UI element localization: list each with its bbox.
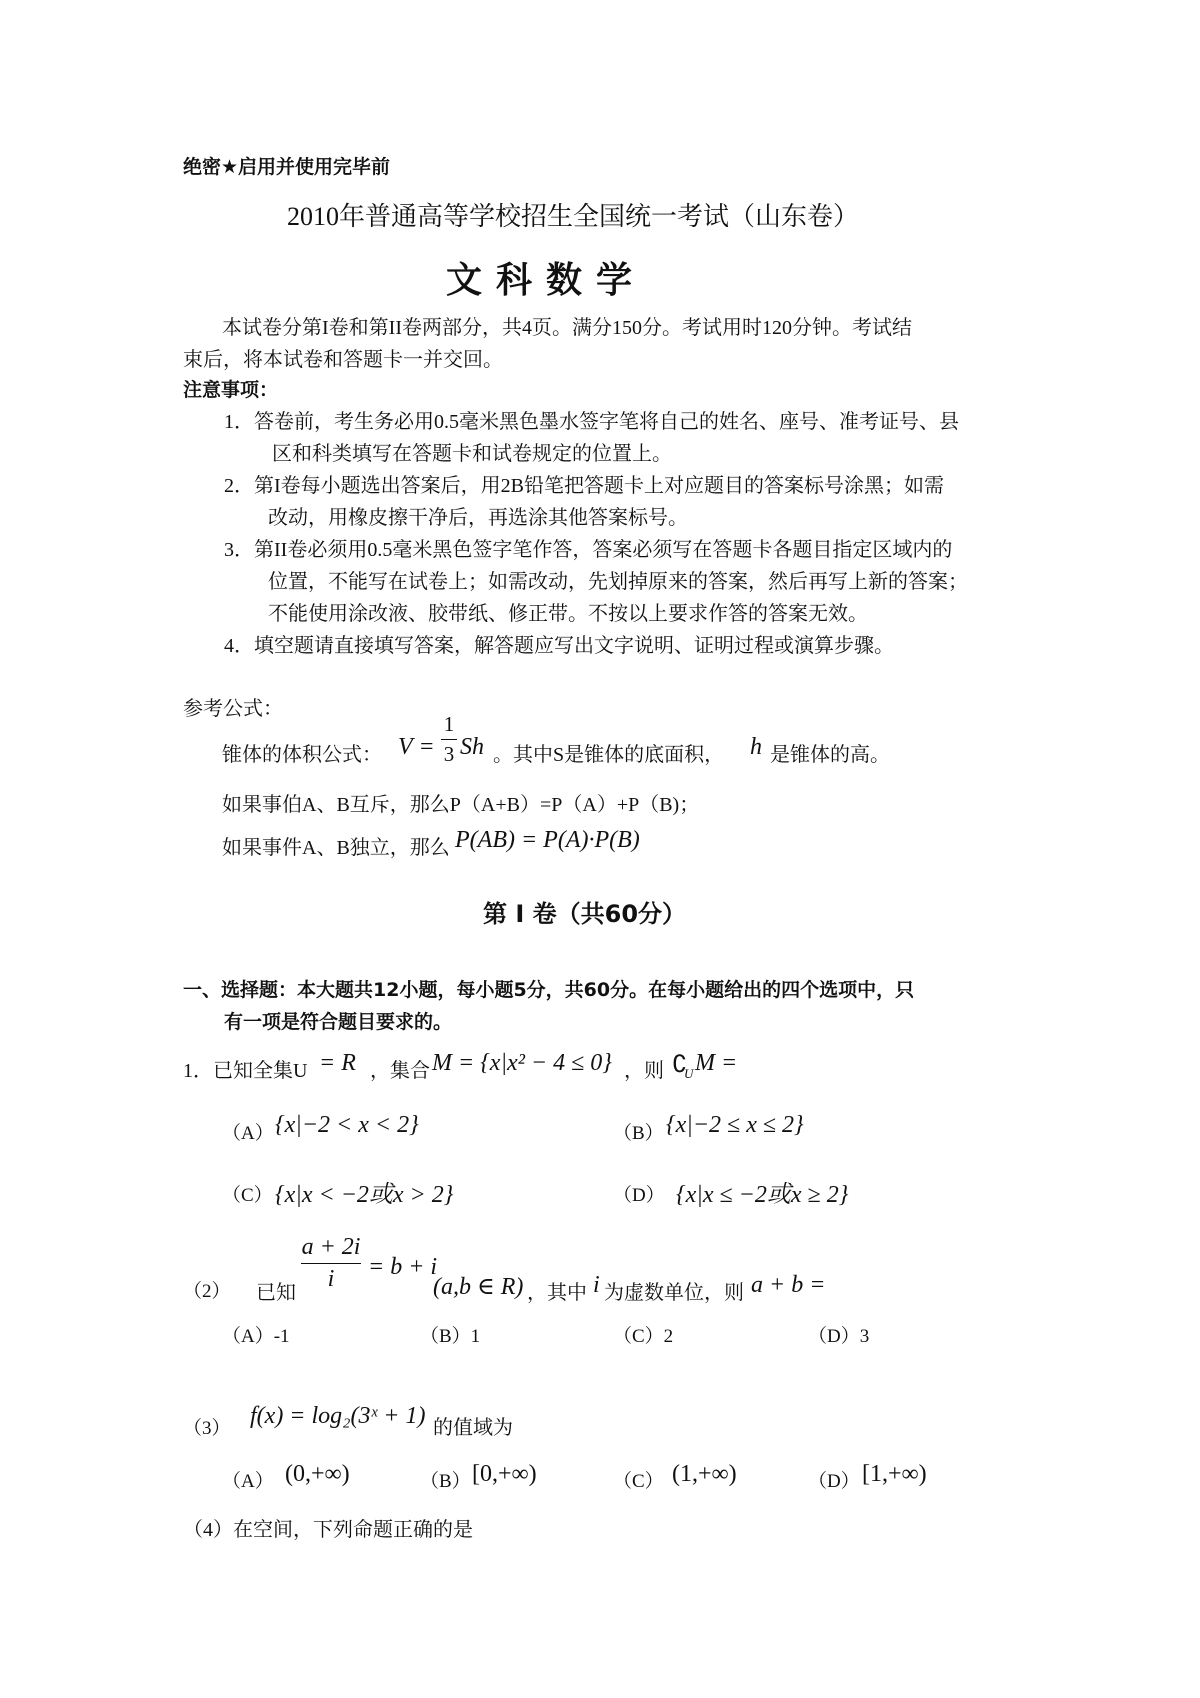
part-heading-line-1: 一、选择题：本大题共12小题，每小题5分，共60分。在每小题给出的四个选项中，只 [183, 979, 915, 1001]
q2-known: 已知 [256, 1282, 296, 1304]
q3-option-B-label: （B） [420, 1471, 471, 1492]
notes-heading: 注意事项： [183, 379, 279, 401]
question-4-stem: （4）在空间，下列命题正确的是 [183, 1519, 473, 1541]
note-1-line-1: 1．答卷前，考生务必用0.5毫米黑色墨水签字笔将自己的姓名、座号、准考证号、县 [224, 411, 959, 433]
q3-option-B: [0,+∞) [472, 1461, 537, 1487]
cone-fraction-numerator: 1 [443, 712, 455, 736]
cone-V: V [398, 734, 413, 760]
intro-line-1: 本试卷分第I卷和第II卷两部分，共4页。满分150分。考试用时120分钟。考试结 [222, 317, 912, 339]
q1-option-A-label: （A） [222, 1123, 274, 1144]
formulas-heading: 参考公式： [183, 698, 283, 720]
cone-prefix: 锥体的体积公式： [222, 744, 382, 766]
q1-option-D: {x|x ≤ −2或x ≥ 2} [676, 1182, 849, 1208]
q1-option-C: {x|x < −2或x > 2} [275, 1182, 454, 1208]
q2-option-D: （D）3 [808, 1326, 870, 1347]
q1-stem-prefix: 1．已知全集U [183, 1060, 308, 1082]
q3-option-D: [1,+∞) [862, 1461, 927, 1487]
subject-title: 文科数学 [446, 260, 647, 301]
q2-fraction-denominator: i [327, 1266, 335, 1292]
exam-title: 2010年普通高等学校招生全国统一考试（山东卷） [287, 202, 860, 231]
independent-prefix: 如果事件A、B独立，那么 [222, 837, 450, 859]
independent-formula: P(AB) = P(A)·P(B) [455, 827, 640, 853]
q3-option-C: (1,+∞) [672, 1461, 737, 1487]
cone-fraction-bar [441, 739, 457, 740]
exclusive-events-formula: 如果事伯A、B互斥，那么P（A+B）=P（A）+P（B)； [222, 794, 700, 816]
section-title: 第 I 卷（共60分） [483, 900, 687, 928]
cone-equals: = [420, 734, 434, 760]
q2-ask: a + b = [751, 1272, 826, 1298]
q3-option-C-label: （C） [613, 1471, 664, 1492]
confidential-label: 绝密★启用并使用完毕前 [183, 156, 391, 178]
cone-Sh: Sh [460, 734, 484, 760]
q2-mid-2: 为虚数单位，则 [604, 1282, 744, 1304]
note-2-line-2: 改动，用橡皮擦干净后，再选涂其他答案标号。 [268, 507, 688, 529]
q3-number: （3） [183, 1418, 231, 1439]
cone-fraction [441, 712, 457, 767]
q3-option-A-label: （A） [222, 1471, 274, 1492]
note-3-line-1: 3．第II卷必须用0.5毫米黑色签字笔作答，答案必须写在答题卡各题目指定区域内的 [224, 539, 953, 561]
q1-universe: = R [319, 1050, 356, 1076]
part-heading-line-2: 有一项是符合题目要求的。 [224, 1011, 453, 1033]
q3-option-A: (0,+∞) [285, 1461, 350, 1487]
cone-h: h [750, 734, 762, 760]
note-1-line-2: 区和科类填写在答题卡和试卷规定的位置上。 [272, 443, 672, 465]
intro-line-2: 束后，将本试卷和答题卡一并交回。 [183, 349, 503, 371]
note-3-line-3: 不能使用涂改液、胶带纸、修正带。不按以上要求作答的答案无效。 [268, 603, 868, 625]
q1-option-A: {x|−2 < x < 2} [275, 1112, 419, 1138]
q1-option-C-label: （C） [222, 1185, 273, 1206]
q1-option-D-label: （D） [613, 1185, 665, 1206]
q2-fraction-numerator: a + 2i [301, 1234, 361, 1260]
q2-number: （2） [183, 1281, 231, 1302]
q2-option-B: （B）1 [420, 1326, 481, 1347]
cone-suffix-1: 。其中S是锥体的底面积， [493, 744, 725, 766]
q1-stem-then: ，则 [624, 1060, 664, 1082]
q2-domain: (a,b ∈ R) [433, 1274, 524, 1300]
q2-option-C: （C）2 [613, 1326, 674, 1347]
complement-symbol: ∁ [672, 1052, 688, 1078]
note-4-line-1: 4．填空题请直接填写答案，解答题应写出文字说明、证明过程或演算步骤。 [224, 635, 894, 657]
q1-option-B-label: （B） [613, 1123, 664, 1144]
q2-imag-unit: i [593, 1272, 600, 1298]
q1-stem-end: M = [695, 1050, 738, 1076]
q1-option-B: {x|−2 ≤ x ≤ 2} [666, 1112, 804, 1138]
cone-fraction-denominator: 3 [443, 742, 455, 766]
note-3-line-2: 位置，不能写在试卷上；如需改动，先划掉原来的答案，然后再写上新的答案； [268, 571, 968, 593]
q2-mid: ，其中 [527, 1282, 587, 1304]
complement-subscript: U [684, 1066, 694, 1081]
q3-formula: f(x) = log₂(3ˣ + 1) [250, 1403, 426, 1429]
q2-option-A: （A）-1 [222, 1326, 290, 1347]
q1-stem-mid: ，集合 [370, 1060, 430, 1082]
q2-fraction-bar [301, 1263, 361, 1264]
cone-suffix-2: 是锥体的高。 [770, 744, 890, 766]
note-2-line-1: 2．第I卷每小题选出答案后，用2B铅笔把答题卡上对应题目的答案标号涂黑；如需 [224, 475, 944, 497]
q3-option-D-label: （D） [808, 1471, 860, 1492]
q2-rhs: = b + i [368, 1254, 438, 1280]
q1-set-M: M = {x|x² − 4 ≤ 0} [432, 1050, 612, 1076]
q3-suffix: 的值域为 [433, 1417, 513, 1439]
q2-fraction [301, 1234, 361, 1293]
